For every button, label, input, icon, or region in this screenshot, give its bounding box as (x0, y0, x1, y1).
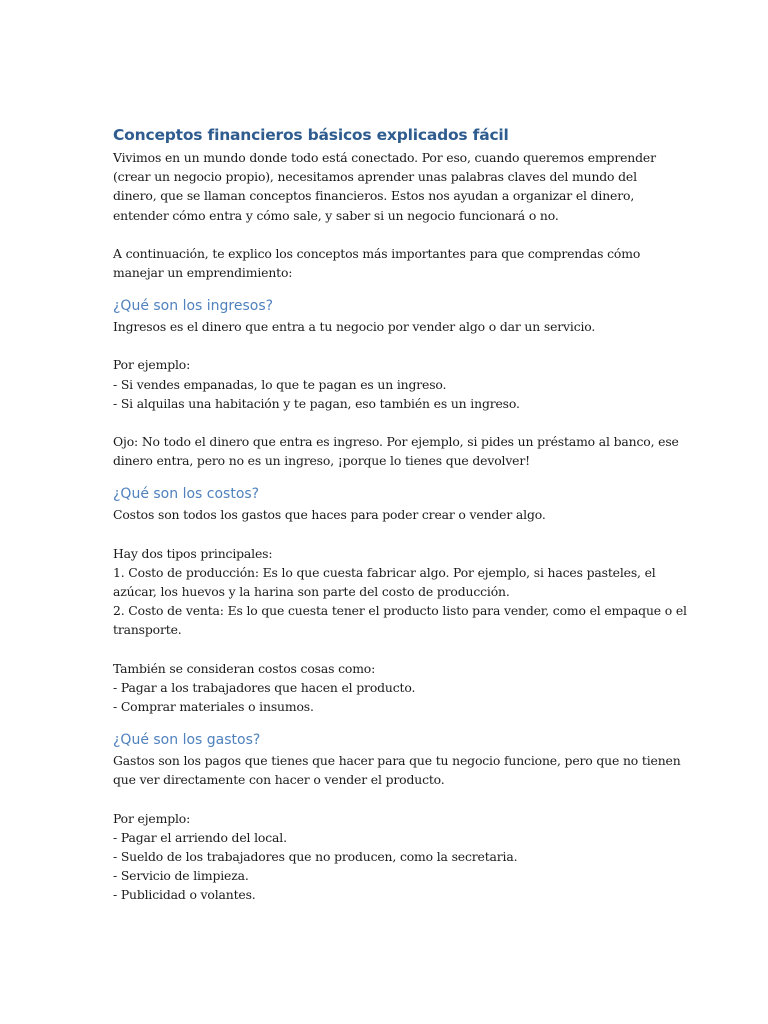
gastos-examples (113, 809, 658, 905)
ingresos-examples (113, 355, 658, 413)
text-line: azúcar, los huevos y la harina son parte del costo de producción. (113, 584, 510, 600)
intro-paragraph-1 (113, 148, 658, 225)
list-item: - Servicio de limpieza. (113, 868, 249, 884)
text-line: Ingresos es el dinero que entra a tu negocio por vender algo o dar un servicio. (113, 319, 596, 335)
text-line: Por ejemplo: (113, 810, 191, 826)
list-item: 2. Costo de venta: Es lo que cuesta tener el producto listo para vender, como el empaque o el (113, 603, 687, 619)
text-line: transporte. (113, 622, 182, 638)
text-line: Costos son todos los gastos que haces para poder crear o vender algo. (113, 507, 546, 523)
list-item: 1. Costo de producción: Es lo que cuesta fabricar algo. Por ejemplo, si haces pasteles, el (113, 564, 656, 580)
paragraph-gap (113, 525, 658, 544)
ingresos-definition (113, 317, 658, 336)
list-item: - Publicidad o volantes. (113, 887, 256, 903)
paragraph-gap (113, 225, 658, 244)
paragraph-gap (113, 336, 658, 355)
list-item: - Si vendes empanadas, lo que te pagan es un ingreso. (113, 376, 447, 392)
text-line: manejar un emprendimiento: (113, 265, 293, 281)
list-item: - Pagar a los trabajadores que hacen el producto. (113, 679, 416, 695)
text-line: Gastos son los pagos que tienes que hacer para que tu negocio funcione, pero que no tienen (113, 753, 681, 769)
paragraph-gap (113, 413, 658, 432)
text-line: dinero, que se llaman conceptos financieros. Estos nos ayudan a organizar el dinero, (113, 188, 635, 204)
section-heading-gastos: ¿Qué son los gastos? (113, 732, 261, 749)
list-item: - Sueldo de los trabajadores que no producen, como la secretaria. (113, 849, 518, 865)
section-heading-costos: ¿Qué son los costos? (113, 486, 260, 503)
document-body (113, 125, 687, 905)
costos-definition (113, 505, 658, 524)
section-heading-ingresos: ¿Qué son los ingresos? (113, 298, 274, 315)
text-line: Vivimos en un mundo donde todo está conectado. Por eso, cuando queremos emprender (113, 150, 656, 165)
paragraph-gap (113, 790, 658, 809)
intro-paragraph-2 (113, 244, 658, 282)
text-line: Hay dos tipos principales: (113, 545, 273, 561)
costos-also (113, 659, 658, 717)
costos-types (113, 544, 687, 640)
ingresos-note (113, 432, 679, 470)
text-line: dinero entra, pero no es un ingreso, ¡porque lo tienes que devolver! (113, 453, 530, 469)
gastos-definition (113, 751, 681, 789)
text-line: Por ejemplo: (113, 357, 191, 373)
list-item: - Comprar materiales o insumos. (113, 699, 314, 715)
list-item: - Pagar el arriendo del local. (113, 829, 287, 845)
list-item: - Si alquilas una habitación y te pagan, eso también es un ingreso. (113, 395, 520, 411)
text-line: También se consideran costos cosas como: (113, 660, 376, 676)
text-line: A continuación, te explico los conceptos más importantes para que comprendas cómo (113, 245, 641, 261)
document-title: Conceptos financieros básicos explicados fácil (113, 126, 509, 144)
paragraph-gap (113, 640, 658, 659)
text-line: que ver directamente con hacer o vender el producto. (113, 772, 445, 788)
text-line: entender cómo entra y cómo sale, y saber si un negocio funcionará o no. (113, 207, 559, 223)
text-line: Ojo: No todo el dinero que entra es ingreso. Por ejemplo, si pides un préstamo al banco, ese (113, 434, 679, 450)
text-line: (crear un negocio propio), necesitamos aprender unas palabras claves del mundo del (113, 169, 637, 185)
